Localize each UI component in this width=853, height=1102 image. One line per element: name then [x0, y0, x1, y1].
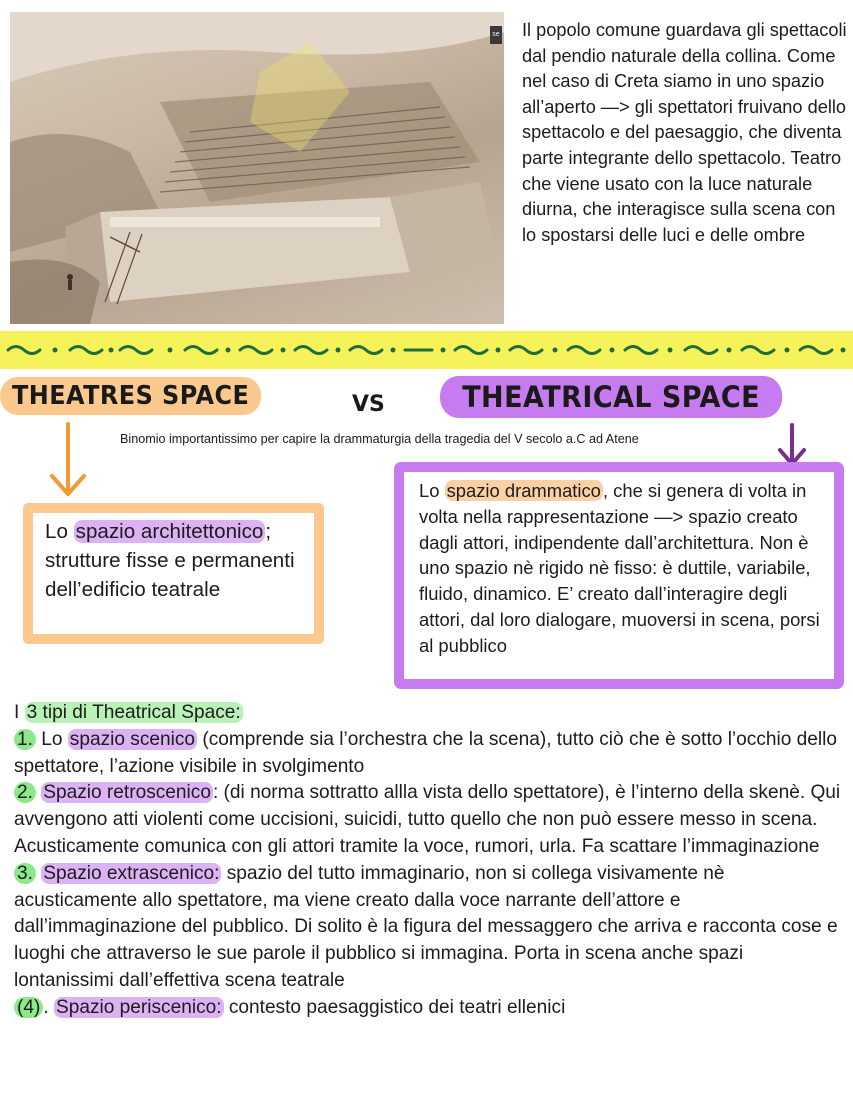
ancient-theatre-illustration-icon [10, 12, 504, 324]
vs-label: VS [352, 392, 385, 417]
photo-tag: se [490, 26, 502, 44]
theatres-space-heading: THEATRES SPACE [0, 377, 261, 415]
box-right-text: , che si genera di volta in volta nella rappresentazione —> spazio creato dagli attori, indipendente dall’architettura. Non è uno spazio nè rigido nè fisso: è duttile, variabile, fluido, dinamico. E’ creato dall’interagire degli attori, dal loro dialogare, muoversi in scena, porsi al pubblico [419, 480, 820, 656]
list-item [14, 727, 844, 781]
divider-band [0, 331, 853, 369]
list-item-number: (4) [14, 997, 43, 1018]
box-left-highlight: spazio architettonico [75, 520, 264, 543]
list-item-text: (comprende sia l’orchestra che la scena), tutto ciò che è sotto l’occhio dello spettatore, l’azione visibile in svolgimento [14, 728, 838, 777]
box-left-text: ; strutture fisse e permanenti dell’edificio teatrale [45, 520, 295, 601]
list-intro-highlight: 3 tipi di Theatrical Space: [26, 702, 241, 723]
dramatic-space-box [394, 462, 844, 689]
box-right-prefix: Lo [419, 480, 445, 501]
architectural-space-box [23, 503, 324, 644]
box-right-highlight: spazio drammatico [446, 480, 601, 501]
list-item-number: 1. [14, 729, 36, 750]
list-item [14, 995, 844, 1022]
list-item-number: 2. [14, 782, 36, 803]
theatrical-space-heading: THEATRICAL SPACE [440, 376, 782, 418]
list-item-term: Spazio retroscenico [43, 782, 211, 804]
list-item-lead: . [43, 996, 54, 1018]
theatrical-space-types [14, 700, 844, 1022]
list-item-term: spazio scenico [69, 728, 196, 750]
list-item-lead: Lo [35, 728, 68, 750]
list-intro-prefix: I [14, 702, 25, 723]
list-item-term: Spazio periscenico: [55, 996, 222, 1018]
list-item [14, 780, 844, 860]
list-item-number: 3. [14, 863, 36, 884]
list-item-text: contesto paesaggistico dei teatri ellenici [223, 996, 566, 1018]
list-item-term: Spazio extrascenico: [43, 862, 220, 884]
orange-arrow-down-icon [46, 420, 90, 500]
theatre-photo [10, 12, 504, 324]
list-item [14, 861, 844, 995]
subtitle: Binomio importantissimo per capire la drammaturgia della tragedia del V secolo a.C ad Atene [120, 432, 639, 446]
list-intro [14, 700, 844, 727]
intro-paragraph: Il popolo comune guardava gli spettacoli dal pendio naturale della collina. Come nel caso di Creta siamo in uno spazio all’aperto —> gli spettatori fruivano dello spettacolo e del paesaggio, che diventa parte integrante dello spettacolo. Teatro che viene usato con la luce naturale diurna, che interagisce sulla scena con lo spostarsi delle luci e delle ombre [522, 20, 847, 245]
box-left-prefix: Lo [45, 520, 74, 543]
squiggle-divider-icon [0, 331, 853, 369]
list-item-text: spazio del tutto immaginario, non si collega visivamente nè acusticamente allo spettatore, ma viene creato dalla voce narrante dell’attore e dall’immaginazione del pubblico. Di solito è la figura del messaggero che arriva e racconta cose e luoghi che attraverso le sue parole il pubblico si immagina. Porta in scena anche spazi lontanissimi dall’effettiva scena teatrale [14, 862, 838, 991]
list-item-text: : (di norma sottratto allla vista dello spettatore), è l’interno della skenè. Qui avvengono atti violenti come uccisioni, suicidi, tutto quello che non può essere messo in scena. Acusticamente comunica con gli attori tramite la voce, rumori, urla. Fa scattare l’immaginazione [14, 782, 841, 857]
